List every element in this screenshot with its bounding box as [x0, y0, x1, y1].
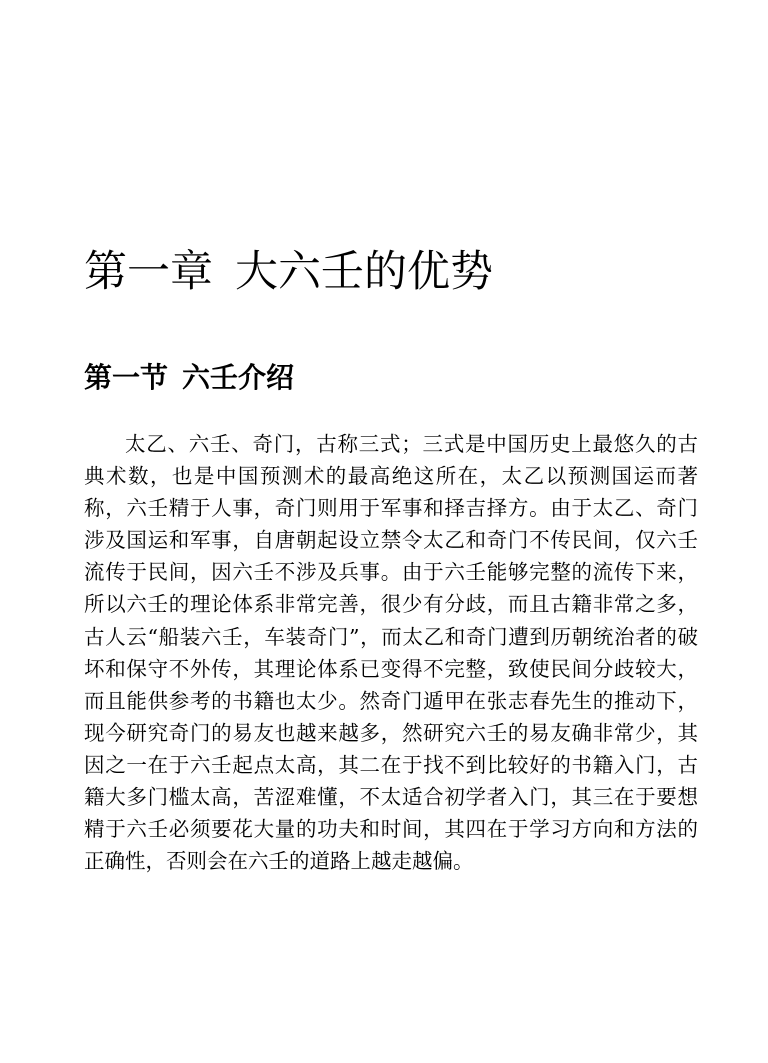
body-paragraph: 太乙、六壬、奇门，古称三式；三式是中国历史上最悠久的古典术数，也是中国预测术的最高绝这所在，太乙以预测国运而著称，六壬精于人事，奇门则用于军事和择吉择方。由于太乙、奇门涉及国运和军事，自唐朝起设立禁令太乙和奇门不传民间，仅六壬流传于民间，因六壬不涉及兵事。由于六壬能够完整的流传下来，所以六壬的理论体系非常完善，很少有分歧，而且古籍非常之多，古人云“船装六壬，车装奇门”，而太乙和奇门遭到历朝统治者的破坏和保守不外传，其理论体系已变得不完整，致使民间分歧较大，而且能供参考的书籍也太少。然奇门遁甲在张志春先生的推动下，现今研究奇门的易友也越来越多，然研究六壬的易友确非常少，其因之一在于六壬起点太高，其二在于找不到比较好的书籍入门，古籍大多门槛太高，苦涩难懂，不太适合初学者入门，其三在于要想精于六壬必须要花大量的功夫和时间，其四在于学习方向和方法的正确性，否则会在六壬的道路上越走越偏。 — [84, 432, 698, 874]
chapter-heading — [84, 243, 493, 301]
chapter-title: 大六壬的优势 — [235, 247, 493, 297]
section-title: 六壬介绍 — [182, 361, 295, 394]
section-number: 第一节 — [84, 361, 169, 394]
chapter-number: 第一章 — [84, 247, 213, 297]
section-heading — [84, 358, 294, 398]
